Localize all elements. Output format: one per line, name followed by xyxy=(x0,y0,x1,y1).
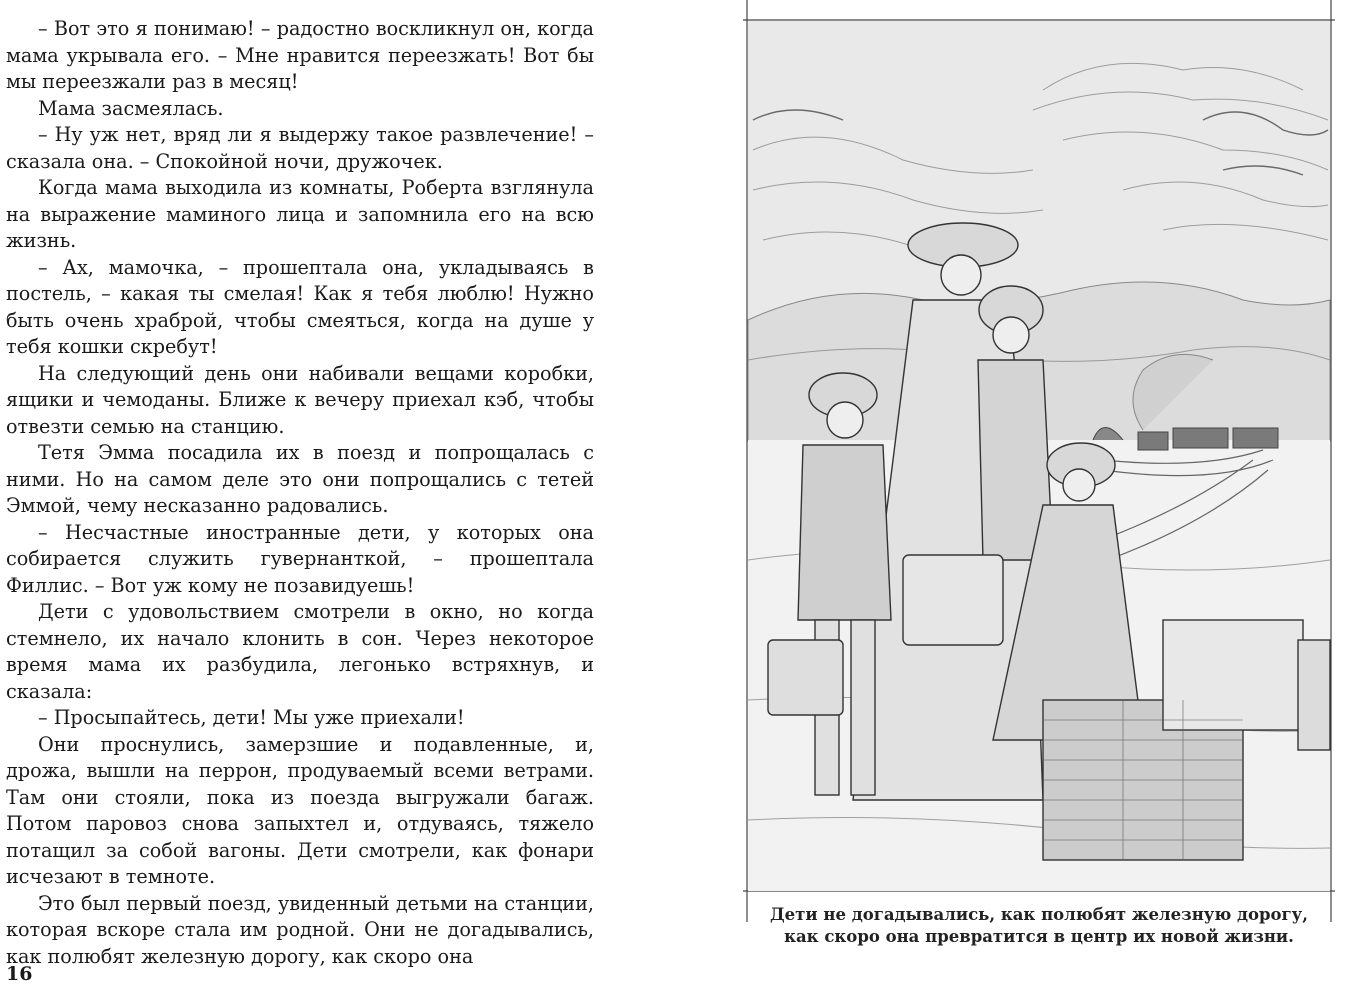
paragraph: – Несчастные иностранные дети, у которых она собирается служить гувернанткой, – прошептала Филлис. – Вот уж кому не позавидуешь! xyxy=(6,520,594,597)
illustration-frame xyxy=(743,0,1335,984)
paragraph: – Просыпайтесь, дети! Мы уже приехали! xyxy=(38,706,465,729)
paragraph: Мама засмеялась. xyxy=(38,96,224,120)
paragraph: Тетя Эмма посадила их в поезд и попрощалась с ними. Но на самом деле это они попрощались с тетей Эммой, чему несказанно радовались. xyxy=(6,441,594,517)
paragraph: Они проснулись, замерзшие и подавленные, и, дрожа, вышли на перрон, продуваемый всеми ветрами. Там они стояли, пока из поезда выгружали багаж. Потом паровоз снова запыхтел и, отдуваясь, тяжело потащил за собой вагоны. Дети смотрели, как фонари исчезают в темноте. xyxy=(6,732,594,888)
illustration-caption xyxy=(743,904,1335,948)
paragraph: Это был первый поезд, увиденный детьми на станции, которая вскоре стала им родной. Они не догадывались, как полюбят железную дорогу, как скоро она xyxy=(6,891,594,968)
paragraph: На следующий день они набивали вещами коробки, ящики и чемоданы. Ближе к вечеру приехал кэб, чтобы отвезти семью на станцию. xyxy=(6,361,594,438)
paragraph: Когда мама выходила из комнаты, Роберта взглянула на выражение маминого лица и запомнила его на всю жизнь. xyxy=(6,176,594,252)
paragraph: – Ну уж нет, вряд ли я выдержу такое развлечение! – сказала она. – Спокойной ночи, дружочек. xyxy=(6,123,594,173)
caption-line: как скоро она превратится в центр их новой жизни. xyxy=(784,927,1294,946)
illustration xyxy=(743,0,1335,984)
body-text xyxy=(6,16,594,970)
caption-line: Дети не догадывались, как полюбят железную дорогу, xyxy=(770,905,1308,924)
paragraph: – Вот это я понимаю! – радостно воскликнул он, когда мама укрывала его. – Мне нравится переезжать! Вот бы мы переезжали раз в месяц! xyxy=(6,17,594,93)
paragraph: Дети с удовольствием смотрели в окно, но когда стемнело, их начало клонить в сон. Через некоторое время мама их разбудила, легонько встряхнув, и сказала: xyxy=(6,600,594,703)
paragraph: – Ах, мамочка, – прошептала она, укладываясь в постель, – какая ты смелая! Как я тебя люблю! Нужно быть очень храброй, чтобы смеяться, когда на душе у тебя кошки скребут! xyxy=(6,255,594,358)
page-number: 16 xyxy=(6,963,33,985)
